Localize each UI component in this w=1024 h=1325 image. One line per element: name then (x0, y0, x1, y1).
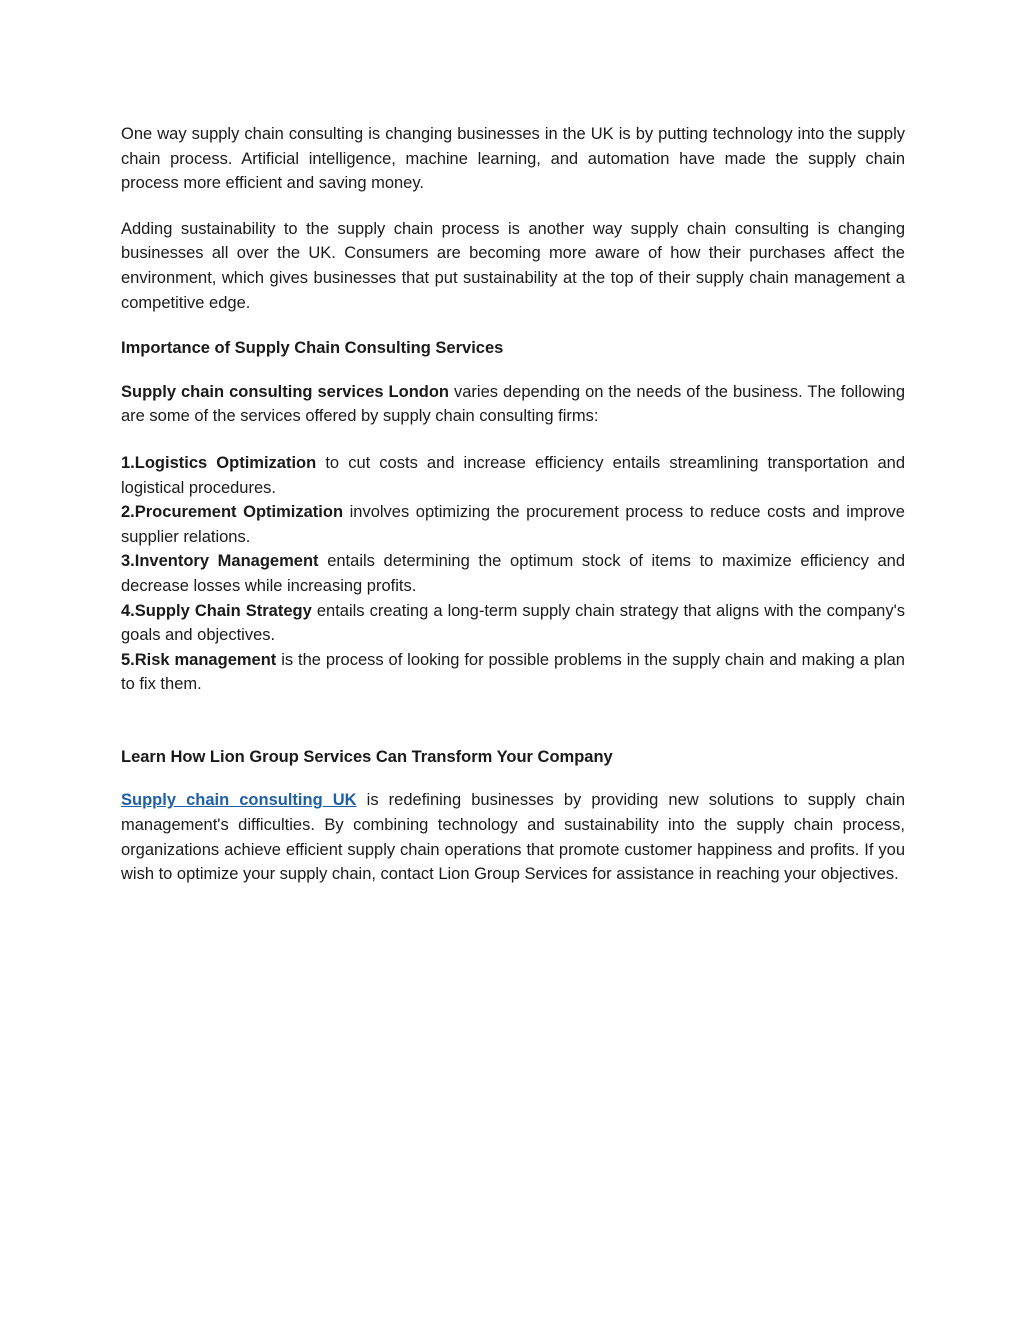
service-description: involves optimizing the procurement process to reduce costs and improve supplier relations. (121, 503, 905, 546)
list-item (121, 599, 905, 648)
services-list (121, 451, 905, 697)
list-item (121, 500, 905, 549)
service-title: 5.Risk management (121, 650, 277, 669)
list-item (121, 451, 905, 500)
section-spacer (121, 697, 905, 745)
section-heading-importance: Importance of Supply Chain Consulting Services (121, 339, 504, 358)
services-intro-paragraph (121, 380, 905, 429)
service-title: 3.Inventory Management (121, 552, 319, 571)
service-description: entails determining the optimum stock of items to maximize efficiency and decrease losses while increasing profits. (121, 552, 906, 595)
intro-paragraph-technology: One way supply chain consulting is changing businesses in the UK is by putting technology into the supply chain process. Artificial intelligence, machine learning, and automation have made the supply chain process more efficient and saving money. (121, 125, 905, 193)
list-item (121, 549, 905, 598)
closing-paragraph (121, 788, 905, 886)
list-item (121, 648, 905, 697)
document-page (121, 122, 905, 908)
services-intro-bold: Supply chain consulting services London (121, 382, 450, 401)
service-description: is the process of looking for possible problems in the supply chain and making a plan to fix them. (121, 650, 905, 694)
services-intro-text: varies depending on the needs of the business. The following are some of the services offered by supply chain consulting firms: (121, 382, 905, 426)
supply-chain-consulting-uk-link[interactable]: Supply chain consulting UK (121, 791, 357, 810)
intro-paragraph-sustainability: Adding sustainability to the supply chain process is another way supply chain consulting is changing businesses all over the UK. Consumers are becoming more aware of how their purchases affect the environment, which gives businesses that put sustainability at the top of their supply chain management a competitive edge. (121, 219, 905, 312)
section-heading-lion-group: Learn How Lion Group Services Can Transform Your Company (121, 747, 613, 766)
service-title: 2.Procurement Optimization (121, 503, 344, 522)
service-description: to cut costs and increase efficiency entails streamlining transportation and logistical procedures. (121, 453, 906, 497)
service-title: 4.Supply Chain Strategy (121, 601, 312, 620)
service-description: entails creating a long-term supply chain strategy that aligns with the company's goals and objectives. (121, 601, 906, 645)
service-title: 1.Logistics Optimization (121, 453, 317, 472)
closing-paragraph-text: is redefining businesses by providing new solutions to supply chain management's difficulties. By combining technology and sustainability into the supply chain process, organizations achieve efficient supply chain operations that promote customer happiness and profits. If you wish to optimize your supply chain, contact Lion Group Services for assistance in reaching your objectives. (121, 791, 906, 884)
